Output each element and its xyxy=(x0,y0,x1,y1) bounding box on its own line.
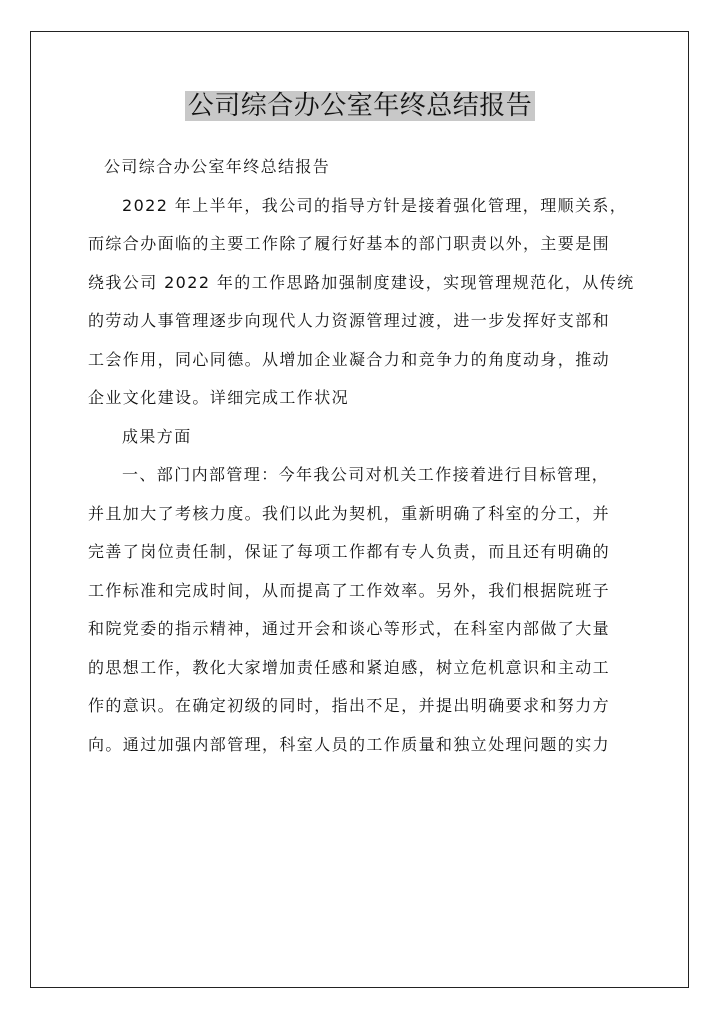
paragraph-line: 工会作用，同心同德。从增加企业凝合力和竞争力的角度动身，推动 xyxy=(88,349,611,369)
paragraph-line: 绕我公司 2022 年的工作思路加强制度建设，实现管理规范化，从传统 xyxy=(88,272,635,292)
document-title xyxy=(0,87,720,125)
paragraph-line: 并且加大了考核力度。我们以此为契机，重新明确了科室的分工，并 xyxy=(88,503,611,523)
document-body xyxy=(88,148,633,764)
paragraph-line: 一、部门内部管理：今年我公司对机关工作接着进行目标管理， xyxy=(122,465,610,484)
paragraph-line: 和院党委的指示精神，通过开会和谈心等形式，在科室内部做了大量 xyxy=(88,619,611,638)
paragraph-line: 的劳动人事管理逐步向现代人力资源管理过渡，进一步发挥好支部和 xyxy=(88,311,611,330)
paragraph-line: 2022 年上半年，我公司的指导方针是接着强化管理，理顺关系， xyxy=(122,195,628,215)
paragraph-line: 完善了岗位责任制，保证了每项工作都有专人负责，而且还有明确的 xyxy=(88,542,611,561)
paragraph-line: 向。通过加强内部管理，科室人员的工作质量和独立处理问题的实力 xyxy=(88,734,611,754)
paragraph-line: 企业文化建设。详细完成工作状况 xyxy=(88,388,350,407)
subtitle-line: 公司综合办公室年终总结报告 xyxy=(104,157,331,176)
paragraph-line: 而综合办面临的主要工作除了履行好基本的部门职责以外，主要是围 xyxy=(88,234,611,253)
paragraph-line: 的思想工作，教化大家增加责任感和紧迫感，树立危机意识和主动工 xyxy=(88,657,611,677)
paragraph-line: 工作标准和完成时间，从而提高了工作效率。另外，我们根据院班子 xyxy=(88,580,611,600)
document-title-text: 公司综合办公室年终总结报告 xyxy=(185,91,536,121)
section-heading: 成果方面 xyxy=(122,426,192,446)
paragraph-line: 作的意识。在确定初级的同时，指出不足，并提出明确要求和努力方 xyxy=(88,696,611,715)
